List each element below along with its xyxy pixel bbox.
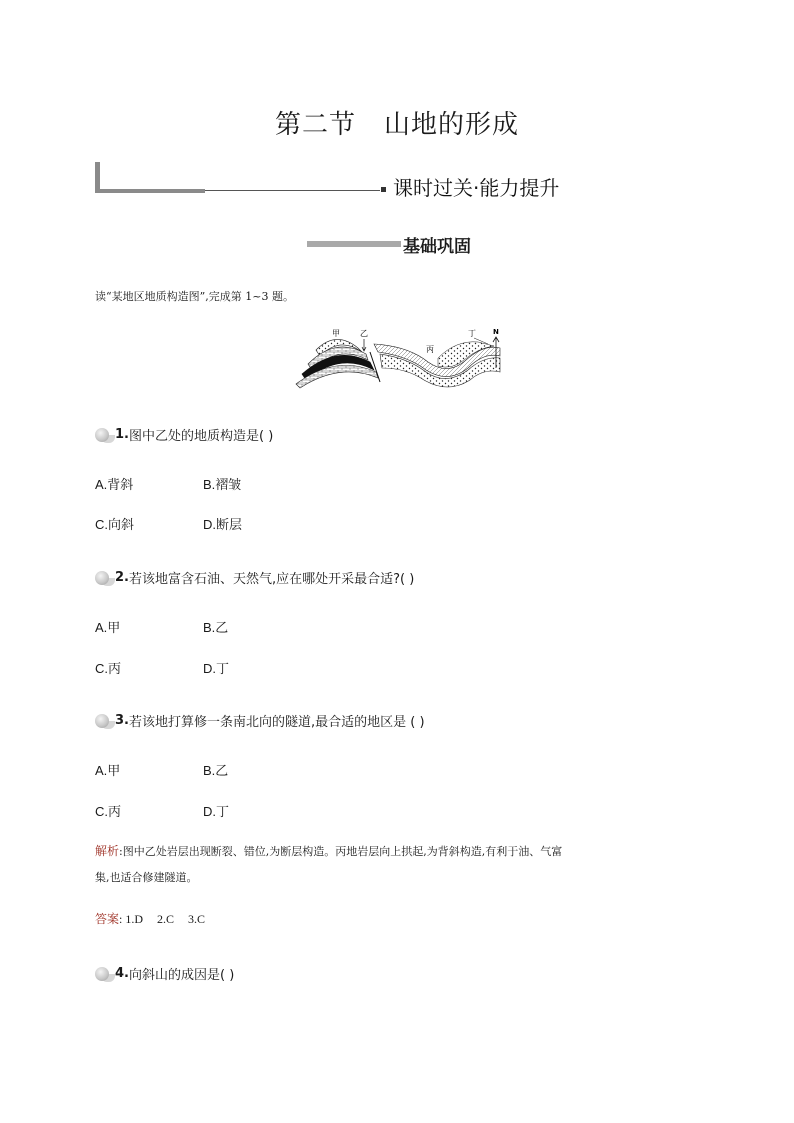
question-2 — [95, 568, 414, 587]
q3-option-b: B.乙 — [203, 763, 229, 778]
question-number: 1. — [115, 427, 129, 442]
analysis-line-1: :图中乙处岩层出现断裂、错位,为断层构造。丙地岩层向上拱起,为背斜构造,有利于油、气富 — [119, 845, 563, 858]
question-1 — [95, 425, 273, 444]
q1-option-d: D.断层 — [203, 517, 243, 532]
q2-option-c: C.丙 — [95, 661, 122, 676]
subsection-bar — [307, 241, 401, 247]
section-header-decoration — [95, 162, 385, 194]
question-number: 2. — [115, 570, 129, 585]
section-title: 课时过关·能力提升 — [393, 176, 560, 200]
analysis-label: 解析 — [95, 844, 120, 858]
label-yi: 乙 — [360, 329, 368, 338]
question-text: 若该地打算修一条南北向的隧道,最合适的地区是 ( ) — [128, 715, 425, 730]
analysis-line-2: 集,也适合修建隧道。 — [95, 871, 198, 884]
q1-option-c: C.向斜 — [95, 517, 135, 532]
question-text: 若该地富含石油、天然气,应在哪处开采最合适?( ) — [128, 572, 415, 587]
q2-option-d: D.丁 — [203, 661, 230, 676]
q3-option-a: A.甲 — [95, 763, 121, 778]
title-section-number: 第二节 — [274, 110, 356, 140]
arrow-yi — [362, 339, 366, 351]
question-bullet-icon — [95, 428, 113, 442]
label-bing: 丙 — [426, 345, 434, 354]
q3-option-d: D.丁 — [203, 804, 230, 819]
question-text: 向斜山的成因是( ) — [128, 968, 235, 983]
section-bar-vertical — [95, 162, 100, 192]
section-bar-thick — [95, 189, 205, 193]
label-jia: 甲 — [332, 329, 340, 338]
label-north: N — [493, 328, 499, 336]
section-bar-dot — [381, 187, 386, 192]
question-3 — [95, 711, 425, 730]
intro-text: 读“某地区地质构造图”,完成第 1~3 题。 — [95, 290, 294, 303]
question-4 — [95, 964, 234, 983]
analysis-block — [95, 838, 705, 891]
q3-option-c: C.丙 — [95, 804, 122, 819]
answer-item-3: 3.C — [188, 912, 206, 926]
q2-option-a: A.甲 — [95, 620, 121, 635]
answer-block: 答案: 1.D 2.C 3.C — [95, 912, 206, 926]
geologic-structure-diagram — [288, 322, 508, 390]
question-number: 3. — [115, 713, 129, 728]
answer-item-1: 1.D — [125, 912, 144, 926]
q2-option-b: B.乙 — [203, 620, 229, 635]
question-text: 图中乙处的地质构造是( ) — [128, 429, 274, 444]
section-bar-thin — [205, 190, 380, 191]
question-bullet-icon — [95, 967, 113, 981]
label-ding: 丁 — [468, 329, 476, 338]
page-title — [0, 104, 794, 141]
q1-option-b: B.褶皱 — [203, 477, 242, 492]
answer-label: 答案 — [95, 912, 120, 926]
q1-option-a: A.背斜 — [95, 477, 134, 492]
subsection-title: 基础巩固 — [403, 237, 471, 257]
question-bullet-icon — [95, 571, 113, 585]
question-number: 4. — [115, 966, 129, 981]
title-topic: 山地的形成 — [384, 110, 520, 140]
question-bullet-icon — [95, 714, 113, 728]
answer-item-2: 2.C — [157, 912, 175, 926]
